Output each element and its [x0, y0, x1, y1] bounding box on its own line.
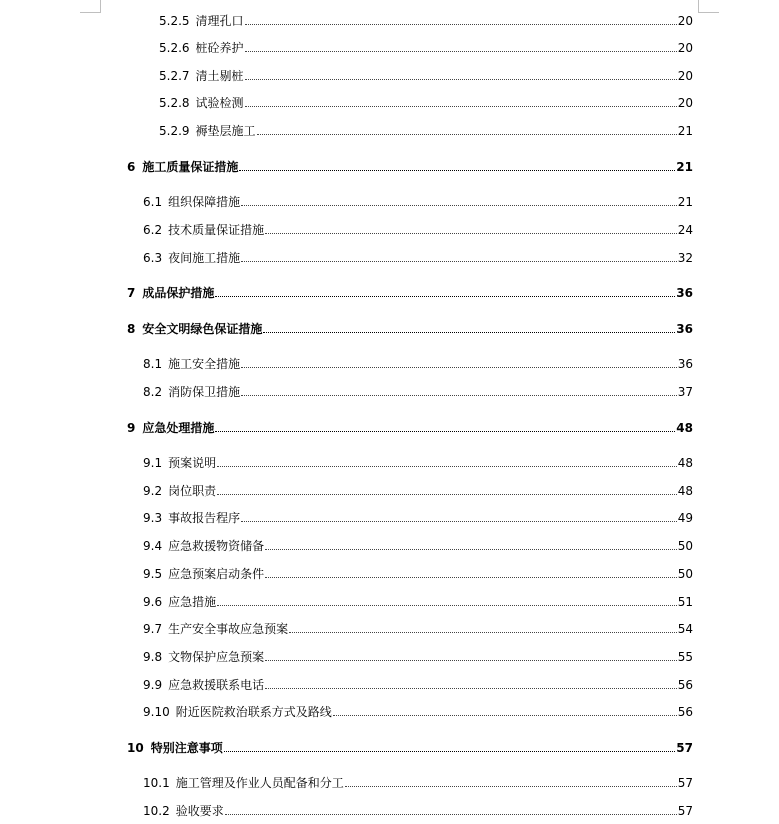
toc-entry[interactable] — [143, 618, 693, 636]
toc-entry-page-number: 32 — [677, 251, 693, 265]
toc-entry-number: 9.5 — [143, 567, 163, 581]
toc-entry-page-number: 56 — [677, 705, 693, 719]
toc-entry-number: 9.4 — [143, 539, 163, 553]
toc-dot-leader — [245, 24, 677, 25]
toc-entry-page-number: 50 — [677, 539, 693, 553]
toc-entry-number: 10.2 — [143, 804, 170, 818]
toc-entry-title: 生产安全事故应急预案 — [168, 622, 289, 636]
toc-entry-number: 10 — [127, 741, 144, 755]
toc-dot-leader — [245, 106, 677, 107]
toc-entry-page-number: 57 — [677, 776, 693, 790]
toc-entry[interactable] — [127, 417, 693, 435]
toc-entry-title: 文物保护应急预案 — [168, 650, 265, 664]
toc-entry-number: 5.2.6 — [159, 41, 190, 55]
toc-dot-leader — [217, 494, 677, 495]
toc-entry-title: 成品保护措施 — [142, 286, 215, 300]
toc-entry[interactable] — [143, 772, 693, 790]
toc-entry-number: 8 — [127, 322, 136, 336]
toc-entry-page-number: 55 — [677, 650, 693, 664]
toc-entry-title: 褥垫层施工 — [195, 124, 256, 138]
toc-entry-title: 验收要求 — [175, 804, 224, 818]
toc-entry-number: 9.1 — [143, 456, 163, 470]
toc-entry[interactable] — [127, 156, 693, 174]
toc-dot-leader — [263, 332, 675, 333]
toc-entry[interactable] — [143, 381, 693, 399]
toc-entry[interactable] — [127, 282, 693, 300]
toc-entry[interactable] — [143, 591, 693, 609]
toc-entry[interactable] — [143, 563, 693, 581]
toc-entry-title: 安全文明绿色保证措施 — [142, 322, 263, 336]
toc-entry-page-number: 48 — [677, 484, 693, 498]
toc-dot-leader — [265, 549, 677, 550]
toc-entry-number: 8.2 — [143, 385, 163, 399]
toc-entry-page-number: 37 — [677, 385, 693, 399]
toc-dot-leader — [289, 632, 677, 633]
toc-dot-leader — [345, 786, 677, 787]
toc-dot-leader — [265, 688, 677, 689]
toc-entry[interactable] — [143, 507, 693, 525]
toc-entry-number: 6 — [127, 160, 136, 174]
toc-entry-page-number: 20 — [677, 96, 693, 110]
toc-entry-page-number: 36 — [676, 286, 693, 300]
toc-entry-number: 9.9 — [143, 678, 163, 692]
toc-entry-number: 6.1 — [143, 195, 163, 209]
toc-entry-number: 9.10 — [143, 705, 170, 719]
toc-entry-number: 10.1 — [143, 776, 170, 790]
toc-dot-leader — [265, 660, 677, 661]
toc-entry-title: 施工安全措施 — [168, 357, 241, 371]
toc-entry-number: 6.2 — [143, 223, 163, 237]
toc-dot-leader — [215, 431, 675, 432]
toc-entry[interactable] — [127, 737, 693, 755]
toc-entry-page-number: 51 — [677, 595, 693, 609]
toc-dot-leader — [225, 814, 677, 815]
toc-entry-number: 5.2.5 — [159, 14, 190, 28]
toc-dot-leader — [265, 577, 677, 578]
toc-dot-leader — [245, 79, 677, 80]
toc-dot-leader — [217, 605, 677, 606]
toc-entry-page-number: 24 — [677, 223, 693, 237]
toc-dot-leader — [241, 367, 677, 368]
toc-entry-number: 9 — [127, 421, 136, 435]
toc-dot-leader — [333, 715, 677, 716]
toc-entry[interactable] — [143, 452, 693, 470]
toc-entry-page-number: 20 — [677, 41, 693, 55]
toc-entry-title: 试验检测 — [195, 96, 244, 110]
toc-entry-number: 9.8 — [143, 650, 163, 664]
toc-entry-title: 应急处理措施 — [142, 421, 215, 435]
toc-entry-title: 岗位职责 — [168, 484, 217, 498]
toc-entry-number: 9.6 — [143, 595, 163, 609]
toc-entry[interactable] — [143, 674, 693, 692]
toc-entry[interactable] — [127, 318, 693, 336]
toc-entry-page-number: 48 — [676, 421, 693, 435]
toc-dot-leader — [217, 466, 677, 467]
toc-entry-page-number: 21 — [677, 195, 693, 209]
toc-entry[interactable] — [143, 800, 693, 818]
toc-entry-number: 5.2.9 — [159, 124, 190, 138]
toc-entry[interactable] — [143, 701, 693, 719]
toc-dot-leader — [265, 233, 677, 234]
toc-entry[interactable] — [159, 92, 693, 110]
toc-entry-page-number: 48 — [677, 456, 693, 470]
toc-entry-page-number: 36 — [676, 322, 693, 336]
toc-entry-page-number: 56 — [677, 678, 693, 692]
toc-dot-leader — [245, 51, 677, 52]
toc-dot-leader — [241, 205, 677, 206]
toc-entry-title: 夜间施工措施 — [168, 251, 241, 265]
toc-entry-number: 5.2.8 — [159, 96, 190, 110]
toc-entry[interactable] — [143, 535, 693, 553]
toc-entry-page-number: 36 — [677, 357, 693, 371]
toc-entry-page-number: 21 — [676, 160, 693, 174]
toc-dot-leader — [241, 521, 677, 522]
toc-entry-page-number: 50 — [677, 567, 693, 581]
toc-entry-number: 9.3 — [143, 511, 163, 525]
toc-dot-leader — [241, 395, 677, 396]
toc-entry-title: 桩砼养护 — [195, 41, 244, 55]
toc-entry-title: 施工质量保证措施 — [142, 160, 239, 174]
toc-entry-page-number: 21 — [677, 124, 693, 138]
toc-entry-title: 应急预案启动条件 — [168, 567, 265, 581]
toc-entry-title: 附近医院救治联系方式及路线 — [175, 705, 332, 719]
toc-entry[interactable] — [143, 353, 693, 371]
toc-entry-title: 应急措施 — [168, 595, 217, 609]
toc-entry-title: 应急救援联系电话 — [168, 678, 265, 692]
toc-entry-number: 6.3 — [143, 251, 163, 265]
toc-entry[interactable] — [143, 219, 693, 237]
toc-entry-title: 预案说明 — [168, 456, 217, 470]
toc-entry-title: 施工管理及作业人员配备和分工 — [175, 776, 344, 790]
toc-entry-title: 技术质量保证措施 — [168, 223, 265, 237]
toc-dot-leader — [224, 751, 676, 752]
toc-dot-leader — [257, 134, 677, 135]
toc-entry-title: 事故报告程序 — [168, 511, 241, 525]
toc-entry-page-number: 57 — [676, 741, 693, 755]
toc-entry-title: 组织保障措施 — [168, 195, 241, 209]
toc-dot-leader — [241, 261, 677, 262]
toc-entry[interactable] — [159, 10, 693, 28]
toc-entry-page-number: 20 — [677, 69, 693, 83]
toc-entry-page-number: 20 — [677, 14, 693, 28]
toc-entry[interactable] — [159, 65, 693, 83]
toc-entry[interactable] — [159, 120, 693, 138]
toc-entry-number: 9.2 — [143, 484, 163, 498]
toc-entry-page-number: 57 — [677, 804, 693, 818]
toc-entry-title: 特别注意事项 — [150, 741, 223, 755]
toc-entry-title: 应急救援物资储备 — [168, 539, 265, 553]
toc-entry[interactable] — [143, 646, 693, 664]
toc-entry-page-number: 54 — [677, 622, 693, 636]
toc-dot-leader — [215, 296, 675, 297]
toc-entry-title: 清土剔桩 — [195, 69, 244, 83]
toc-entry-page-number: 49 — [677, 511, 693, 525]
toc-entry[interactable] — [159, 37, 693, 55]
toc-entry[interactable] — [143, 480, 693, 498]
toc-entry[interactable] — [143, 247, 693, 265]
toc-entry-title: 消防保卫措施 — [168, 385, 241, 399]
toc-entry-number: 8.1 — [143, 357, 163, 371]
toc-entry-number: 9.7 — [143, 622, 163, 636]
toc-entry[interactable] — [143, 191, 693, 209]
toc-entry-number: 7 — [127, 286, 136, 300]
toc-dot-leader — [239, 170, 675, 171]
toc-entry-title: 清理孔口 — [195, 14, 244, 28]
toc-entry-number: 5.2.7 — [159, 69, 190, 83]
